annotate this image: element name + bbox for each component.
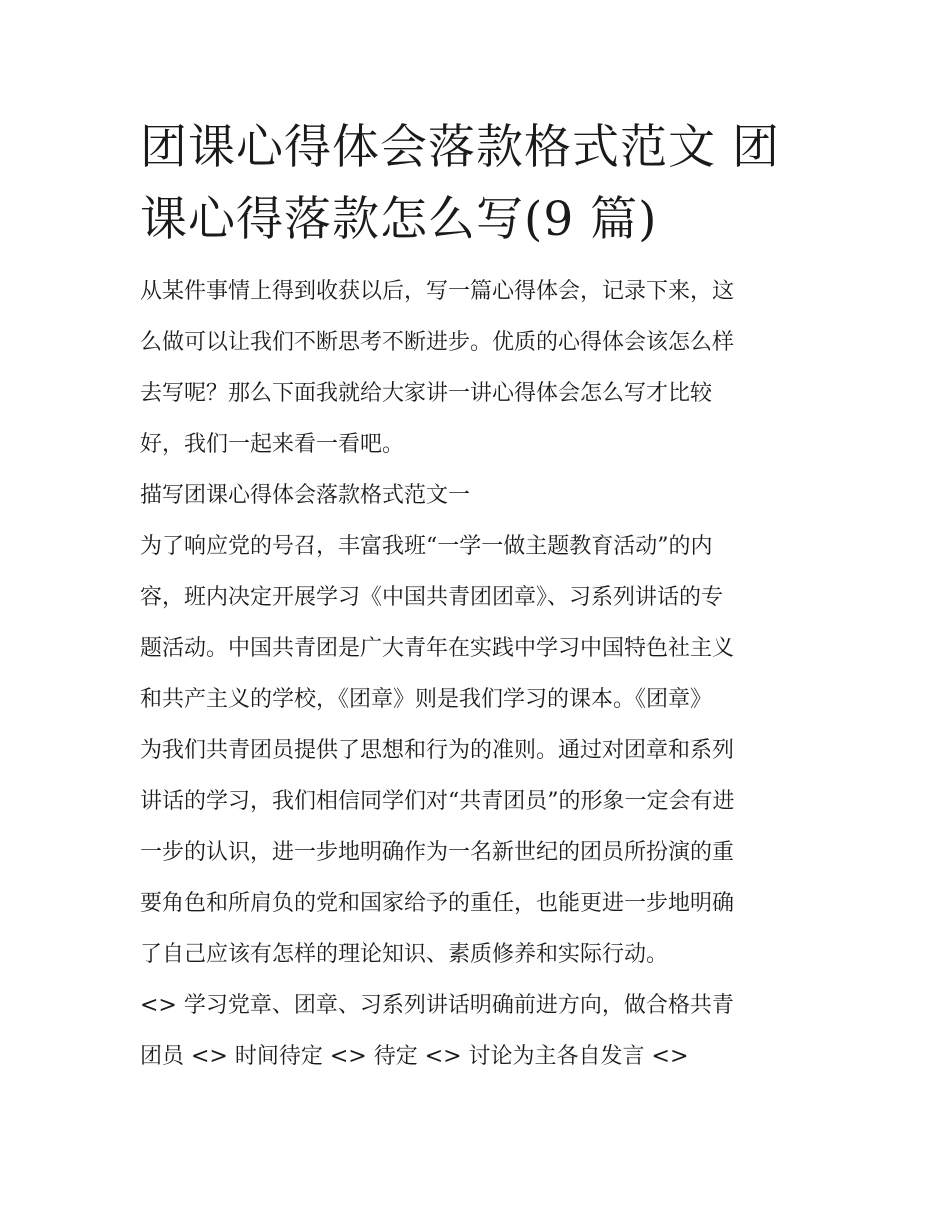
intro-line-2: 么做可以让我们不断思考不断进步。优质的心得体会该怎么样	[140, 330, 735, 355]
document-page	[140, 112, 812, 1082]
section-line-2: 容，班内决定开展学习《中国共青团团章》、习系列讲话的专	[140, 585, 724, 610]
agenda-paragraph	[140, 980, 812, 1082]
section-line-8: 要角色和所肩负的党和国家给予的重任，也能更进一步地明确	[140, 891, 735, 916]
section-line-3: 题活动。中国共青团是广大青年在实践中学习中国特色社主义	[140, 636, 735, 661]
intro-line-3: 去写呢？那么下面我就给大家讲一讲心得体会怎么写才比较	[140, 381, 713, 406]
section-line-1: 为了响应党的号召，丰富我班“一学一做主题教育活动”的内	[140, 534, 713, 559]
agenda-line-1: <> 学习党章、团章、习系列讲话明确前进方向，做合格共青	[140, 993, 734, 1018]
section-line-9: 了自己应该有怎样的理论知识、素质修养和实际行动。	[140, 942, 669, 967]
intro-line-1: 从某件事情上得到收获以后，写一篇心得体会，记录下来，这	[140, 279, 735, 304]
section-line-6: 讲话的学习，我们相信同学们对“共青团员”的形象一定会有进	[140, 789, 735, 814]
section-line-7: 一步的认识，进一步地明确作为一名新世纪的团员所扮演的重	[140, 840, 735, 865]
section-line-4: 和共产主义的学校，《团章》则是我们学习的课本。《团章》	[140, 687, 713, 712]
title-line-2: 课心得落款怎么写(9 篇)	[140, 192, 658, 247]
document-title	[140, 112, 812, 256]
intro-line-4: 好，我们一起来看一看吧。	[140, 432, 405, 457]
section-paragraph	[140, 521, 812, 980]
section-heading: 描写团课心得体会落款格式范文一	[140, 483, 471, 508]
intro-paragraph	[140, 266, 812, 470]
agenda-line-2: 团员 <> 时间待定 <> 待定 <> 讨论为主各自发言 <>	[140, 1044, 689, 1069]
title-line-1: 团课心得体会落款格式范文 团	[140, 120, 780, 175]
section-line-5: 为我们共青团员提供了思想和行为的准则。通过对团章和系列	[140, 738, 735, 763]
